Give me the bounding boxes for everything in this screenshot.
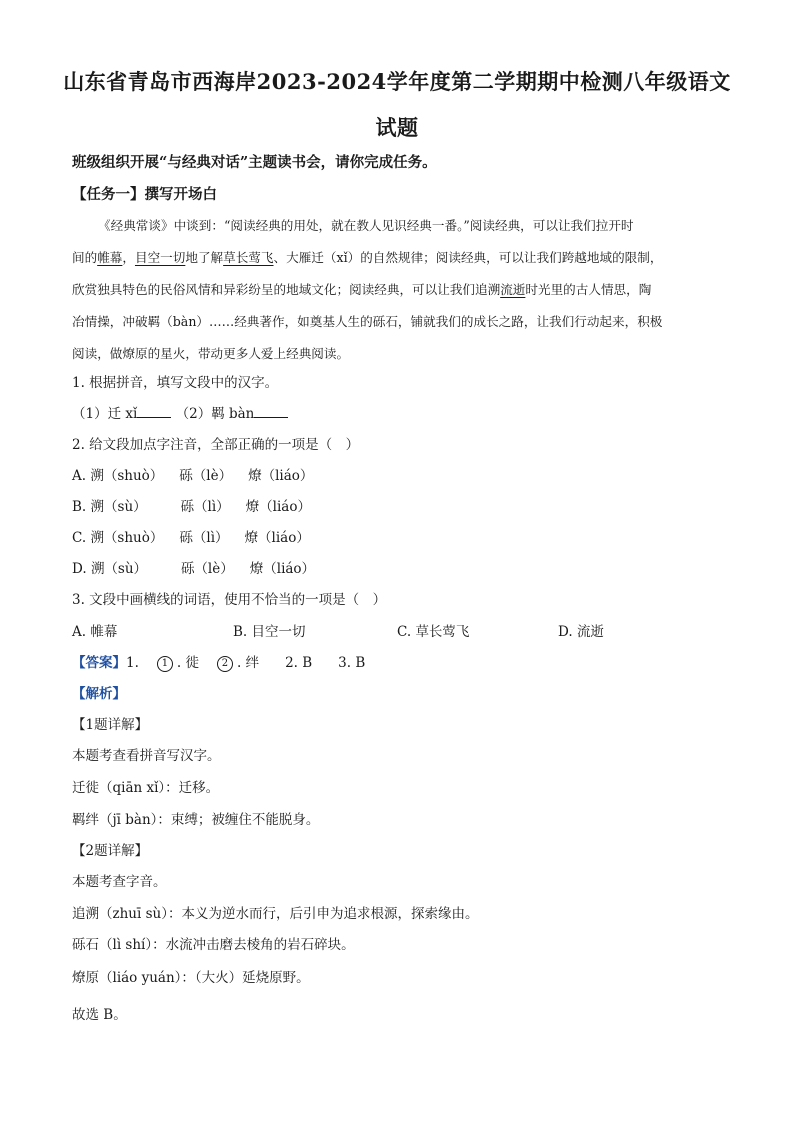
analysis-text: 砾石（lì shí）：水流冲击磨去棱角的岩石碎块。	[72, 937, 355, 953]
intro-text: 班级组织开展“与经典对话”主题读书会，请你完成任务。	[72, 154, 437, 171]
analysis-text: 本题考查字音。	[72, 874, 167, 890]
analysis-label: 【解析】	[72, 686, 126, 702]
question-2-option-c: C. 溯（shuò） 砾（lì） 燎（liáo）	[72, 530, 310, 546]
analysis-text: 羁绊（jī bàn）：束缚；被缠住不能脱身。	[72, 812, 320, 828]
analysis-text: 本题考查看拼音写汉字。	[72, 748, 221, 764]
answer-blank[interactable]	[254, 405, 288, 418]
underlined-word: 帷幕	[97, 250, 123, 265]
task1-heading: 【任务一】撰写开场白	[72, 186, 217, 203]
circled-number: 2	[217, 656, 233, 672]
question-3-stem: 3. 文段中画横线的词语，使用不恰当的一项是（ ）	[72, 592, 387, 608]
question-2-option-d: D. 溯（sù） 砾（lè） 燎（liáo）	[72, 561, 316, 577]
answer-line: 【答案】1. 1 . 徙 2 . 绊 2. B 3. B	[72, 655, 366, 671]
question-2-stem: 2. 给文段加点字注音，全部正确的一项是（ ）	[72, 437, 360, 453]
question-3-option-a: A. 帷幕	[72, 624, 118, 640]
underlined-word: 草长莺飞	[223, 250, 274, 265]
question-1-stem: 1. 根据拼音，填写文段中的汉字。	[72, 375, 279, 391]
passage-line: 间的帷幕，目空一切地了解草长莺飞、大雁迁（xǐ）的自然规律；阅读经典，可以让我们跨越地域的限制，	[72, 250, 663, 265]
question-3-option-d: D. 流逝	[558, 624, 604, 640]
detail-2-heading: 【2题详解】	[72, 843, 149, 859]
analysis-text: 迁徙（qiān xǐ）：迁移。	[72, 780, 220, 796]
page-title: 山东省青岛市西海岸2023-2024学年度第二学期期中检测八年级语文	[63, 69, 731, 94]
question-2-option-a: A. 溯（shuò） 砾（lè） 燎（liáo）	[72, 468, 314, 484]
passage-line: 《经典常谈》中谈到：“阅读经典的用处，就在教人见识经典一番。”阅读经典，可以让我们拉开时	[98, 218, 634, 233]
passage-line: 欣赏独具特色的民俗风情和异彩纷呈的地域文化；阅读经典，可以让我们追溯流逝时光里的古人情思，陶	[72, 282, 652, 297]
analysis-text: 燎原（liáo yuán）：（大火）延烧原野。	[72, 970, 310, 986]
question-2-option-b: B. 溯（sù） 砾（lì） 燎（liáo）	[72, 499, 311, 515]
analysis-conclusion: 故选 B。	[72, 1007, 127, 1023]
detail-1-heading: 【1题详解】	[72, 717, 149, 733]
question-3-option-c: C. 草长莺飞	[397, 624, 470, 640]
circled-number: 1	[157, 656, 173, 672]
underlined-word: 流逝	[500, 282, 526, 297]
question-1-parts: （1）迁 xǐ （2）羁 bàn	[72, 402, 288, 422]
answer-blank[interactable]	[137, 405, 171, 418]
answer-label: 【答案】	[72, 655, 126, 671]
page-title-continued: 试题	[375, 115, 419, 140]
underlined-word: 目空一切	[134, 250, 186, 265]
question-3-option-b: B. 目空一切	[233, 624, 306, 640]
analysis-text: 追溯（zhuī sù）：本义为逆水而行，后引申为追求根源，探索缘由。	[72, 906, 479, 922]
passage-line: 阅读，做燎原的星火，带动更多人爱上经典阅读。	[72, 346, 350, 361]
passage-line: 冶情操，冲破羁（bàn）……经典著作，如奠基人生的砾石，铺就我们的成长之路，让我们行动起来，积极	[72, 314, 663, 329]
